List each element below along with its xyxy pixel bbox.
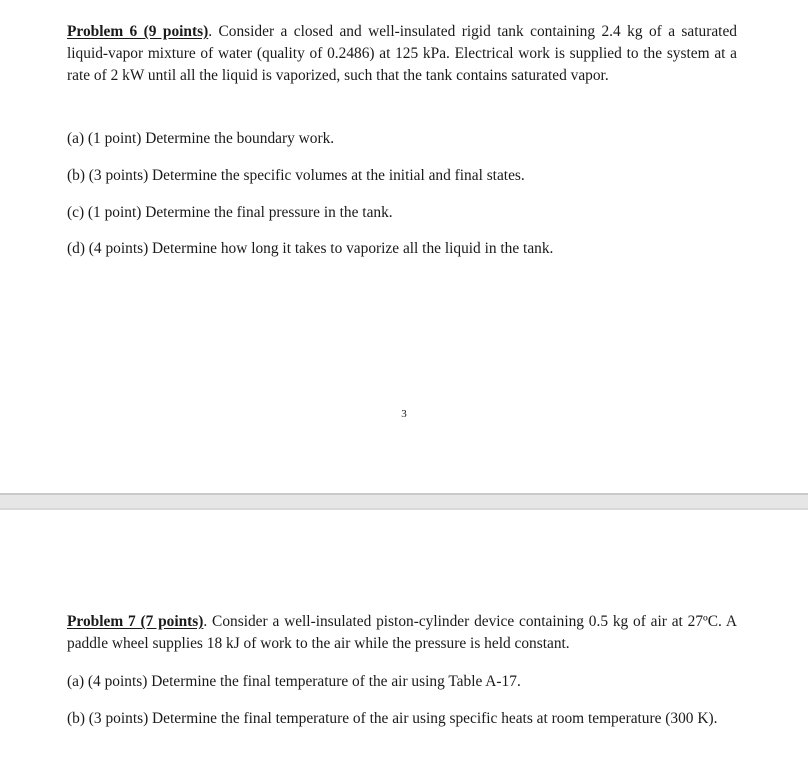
problem-6-statement: [67, 21, 737, 87]
page-number: 3: [401, 408, 407, 420]
problem-6-intro: . Consider a closed and well-insulated rigid tank containing 2.4 kg of a saturated liquid-vapor mixture of water (quality of 0.2486) at 125 kPa. Electrical work is supplied to the system at a rate of 2 kW until all the liquid is vaporized, such that the tank contains saturated vapor.: [67, 23, 737, 84]
problem-6-part-c: (c) (1 point) Determine the final pressure in the tank.: [67, 204, 393, 221]
problem-7-heading: Problem 7 (7 points): [67, 613, 204, 630]
page-separator: [0, 493, 808, 510]
problem-7-intro: . Consider a well-insulated piston-cylinder device containing 0.5 kg of air at 27ºC. A paddle wheel supplies 18 kJ of work to the air while the pressure is held constant.: [67, 613, 737, 652]
problem-6-heading: Problem 6 (9 points): [67, 23, 209, 40]
problem-7-statement: [67, 611, 737, 655]
problem-6-part-d: (d) (4 points) Determine how long it takes to vaporize all the liquid in the tank.: [67, 240, 554, 257]
document-page-4: [0, 510, 808, 772]
problem-7-part-b: (b) (3 points) Determine the final temperature of the air using specific heats at room temperature (300 K).: [67, 710, 718, 727]
problem-7-part-a: (a) (4 points) Determine the final temperature of the air using Table A-17.: [67, 673, 521, 690]
page-separator-top-edge: [0, 493, 808, 495]
problem-6-part-b: (b) (3 points) Determine the specific volumes at the initial and final states.: [67, 167, 525, 184]
problem-6-part-a: (a) (1 point) Determine the boundary work.: [67, 130, 335, 147]
